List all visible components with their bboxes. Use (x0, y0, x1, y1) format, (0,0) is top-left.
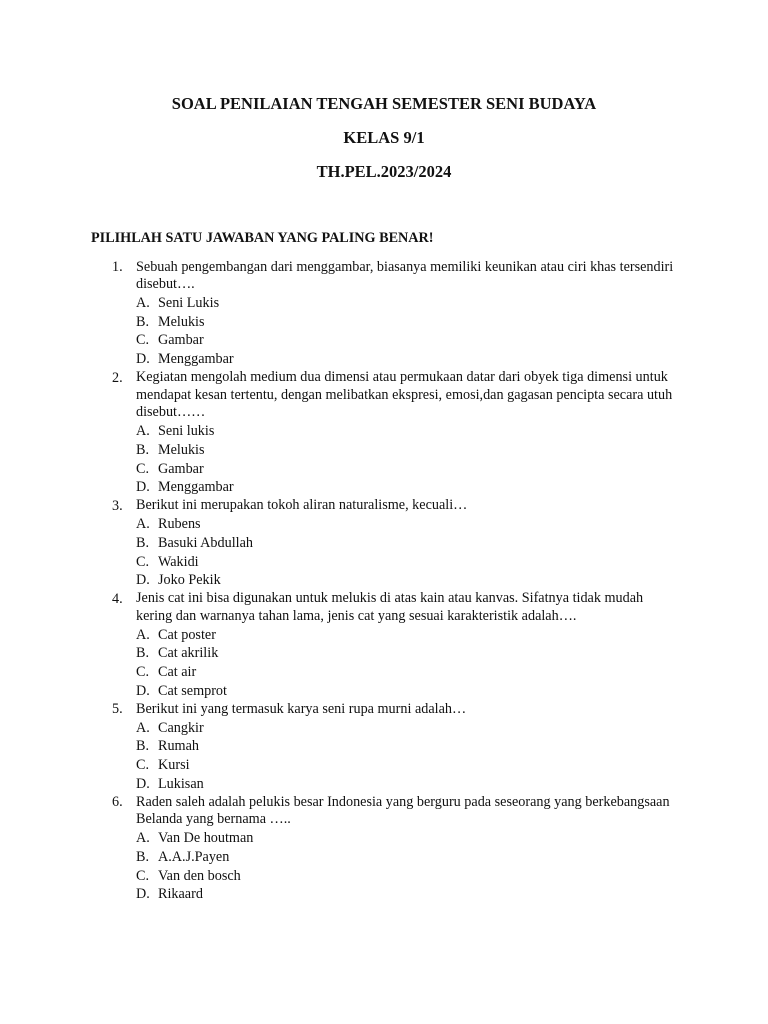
answer-option (136, 460, 676, 479)
question-item (0, 793, 768, 904)
option-letter: B. (136, 313, 150, 330)
option-text: Cat air (158, 664, 197, 681)
answer-option (136, 775, 676, 794)
question-number: 2. (112, 369, 123, 386)
option-text: Menggambar (158, 479, 234, 496)
answer-option (136, 478, 676, 497)
answer-option (136, 313, 676, 332)
question-item (0, 590, 768, 701)
option-text: Menggambar (158, 350, 234, 367)
option-text: Seni Lukis (158, 295, 220, 312)
question-text: Berikut ini merupakan tokoh aliran naturalisme, kecuali… (136, 497, 468, 514)
answer-option (136, 441, 676, 460)
answer-option (136, 682, 676, 701)
option-letter: D. (136, 350, 150, 367)
answer-option (136, 422, 676, 441)
question-number: 1. (112, 259, 123, 275)
school-year-label: TH.PEL.2023/2024 (316, 162, 452, 181)
answer-option (136, 294, 676, 313)
option-letter: A. (136, 626, 150, 643)
option-letter: B. (136, 441, 150, 458)
question-number: 3. (112, 497, 123, 514)
question-list (0, 258, 768, 904)
document-header (0, 92, 768, 194)
option-text: Van den bosch (158, 867, 241, 884)
question-item (0, 369, 768, 497)
answer-option (136, 867, 676, 886)
class-label: KELAS 9/1 (343, 128, 425, 147)
option-text: Melukis (158, 441, 205, 458)
answer-option (136, 331, 676, 350)
option-text: Gambar (158, 332, 204, 349)
option-letter: C. (136, 867, 150, 884)
option-letter: A. (136, 830, 150, 847)
answer-option (136, 737, 676, 756)
option-text: Cat semprot (158, 682, 227, 699)
answer-option (136, 719, 676, 738)
option-letter: C. (136, 460, 150, 477)
answer-option (136, 829, 676, 848)
option-list (136, 515, 676, 589)
option-letter: A. (136, 516, 150, 533)
option-letter: A. (136, 423, 150, 440)
option-letter: B. (136, 738, 150, 755)
answer-option (136, 644, 676, 663)
answer-option (136, 350, 676, 369)
option-letter: B. (136, 645, 150, 662)
option-list (136, 294, 676, 368)
option-text: Rumah (158, 738, 199, 755)
option-text: Van De houtman (158, 830, 254, 847)
answer-option (136, 663, 676, 682)
answer-option (136, 515, 676, 534)
option-text: Rubens (158, 516, 201, 533)
option-text: Cat poster (158, 626, 216, 643)
option-list (136, 626, 676, 700)
answer-option (136, 571, 676, 590)
answer-option (136, 534, 676, 553)
question-text: Sebuah pengembangan dari menggambar, biasanya memiliki keunikan atau ciri khas tersendiri disebut…. (136, 258, 674, 293)
question-text: Kegiatan mengolah medium dua dimensi atau permukaan datar dari obyek tiga dimensi untuk mendapat kesan tertentu, dengan melibatkan ekspresi, emosi,dan gagasan pencipta secara utuh disebut…… (136, 369, 673, 421)
option-text: Kursi (158, 757, 190, 774)
option-text: Wakidi (158, 553, 199, 570)
answer-option (136, 626, 676, 645)
option-letter: D. (136, 572, 150, 589)
option-letter: B. (136, 849, 150, 865)
option-letter: D. (136, 775, 150, 792)
option-list (136, 719, 676, 793)
option-list (136, 829, 676, 903)
option-text: A.A.J.Payen (158, 849, 230, 865)
option-text: Rikaard (158, 886, 203, 903)
option-letter: A. (136, 295, 150, 312)
option-list (136, 422, 676, 496)
option-letter: D. (136, 682, 150, 699)
document-title: SOAL PENILAIAN TENGAH SEMESTER SENI BUDAYA (171, 94, 597, 113)
option-text: Lukisan (158, 775, 204, 792)
option-text: Joko Pekik (158, 572, 221, 589)
answer-option (136, 756, 676, 775)
question-number: 4. (112, 590, 123, 607)
instruction-text: PILIHLAH SATU JAWABAN YANG PALING BENAR! (91, 230, 434, 246)
option-text: Basuki Abdullah (158, 534, 253, 551)
option-letter: A. (136, 719, 150, 736)
question-item (0, 258, 768, 369)
option-letter: C. (136, 664, 150, 681)
question-number: 6. (112, 794, 123, 811)
option-text: Cangkir (158, 719, 204, 736)
question-item (0, 700, 768, 793)
answer-option (136, 553, 676, 572)
question-text: Jenis cat ini bisa digunakan untuk melukis di atas kain atau kanvas. Sifatnya tidak mudah kering dan warnanya tahan lama, jenis cat yang sesuai karakteristik adalah…. (136, 590, 644, 624)
answer-option (136, 885, 676, 904)
question-text: Berikut ini yang termasuk karya seni rupa murni adalah… (136, 700, 467, 717)
option-letter: C. (136, 553, 150, 570)
option-letter: D. (136, 886, 150, 903)
option-letter: D. (136, 479, 150, 496)
answer-option (136, 848, 676, 867)
option-text: Cat akrilik (158, 645, 219, 662)
question-text: Raden saleh adalah pelukis besar Indonesia yang berguru pada seseorang yang berkebangsaan Belanda yang bernama ….. (136, 793, 670, 828)
question-item (0, 497, 768, 590)
option-text: Gambar (158, 460, 204, 477)
option-letter: C. (136, 757, 150, 774)
option-letter: B. (136, 534, 150, 551)
question-number: 5. (112, 701, 123, 718)
option-text: Melukis (158, 313, 205, 330)
option-letter: C. (136, 332, 150, 349)
option-text: Seni lukis (158, 423, 215, 440)
